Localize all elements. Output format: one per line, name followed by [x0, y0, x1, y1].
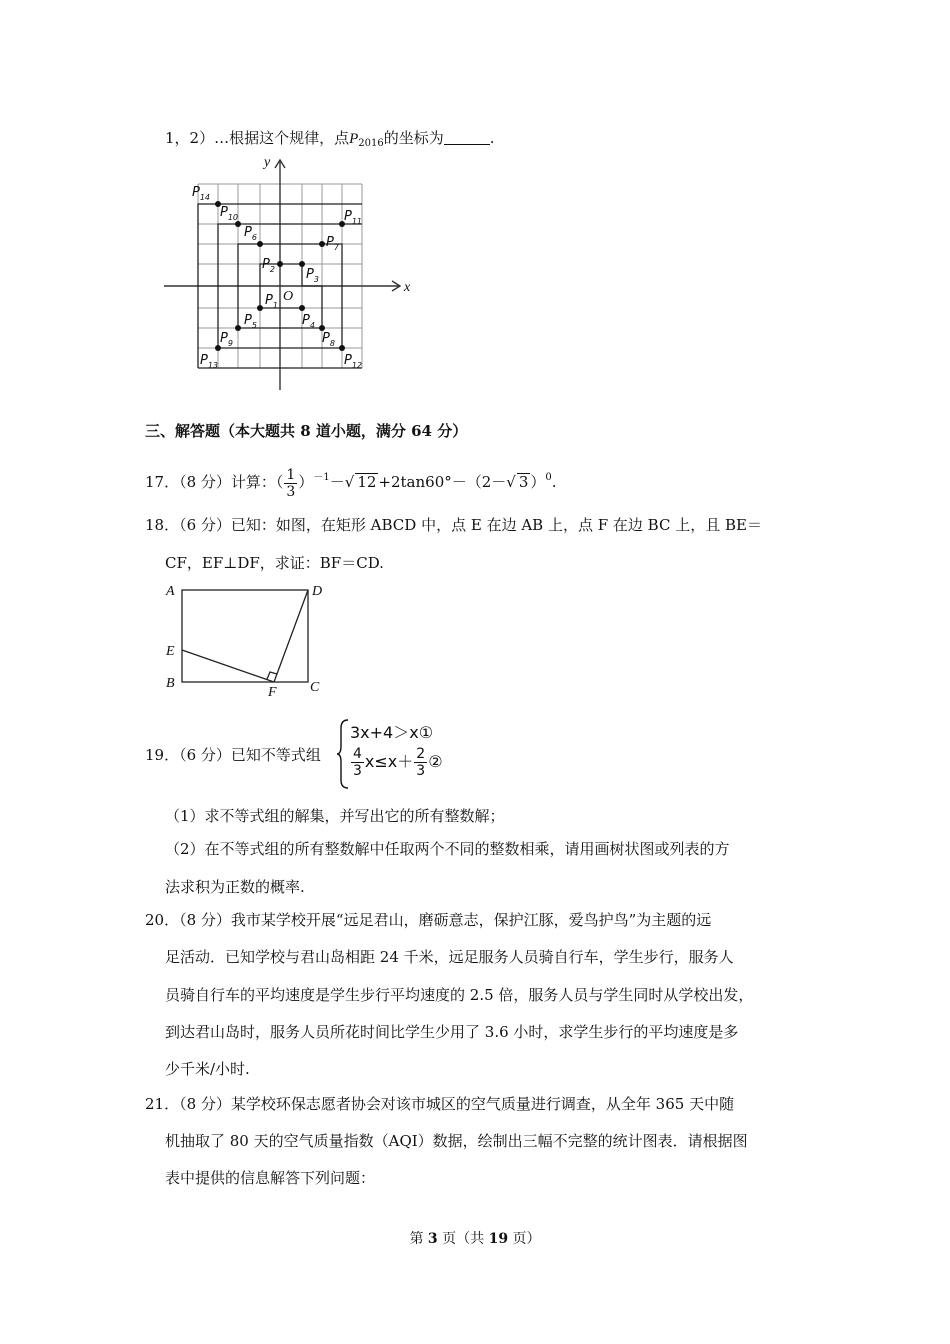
inequality-brace: [336, 718, 350, 790]
inequality-2: $\frac{4}{3}$ x≤x＋ $\frac{2}{3}$ ②: [353, 746, 443, 779]
inequality-1: 3x+4＞x①: [350, 723, 434, 742]
svg-text:P3: $P_3$: [306, 267, 319, 284]
svg-text:P4: $P_4$: [302, 313, 315, 330]
question-21-line2: 机抽取了 80 天的空气质量指数（AQI）数据，绘制出三幅不完整的统计图表．请根据图: [165, 1132, 748, 1150]
question-20-line5: 少千米/小时.: [165, 1060, 250, 1078]
svg-text:P1: $P_1$: [265, 293, 278, 310]
svg-text:P7: $P_7$: [326, 235, 339, 252]
svg-text:E: E: [166, 644, 175, 659]
svg-text:P11: $P_{11}$: [344, 209, 363, 226]
svg-text:B: B: [166, 676, 175, 691]
spiral-point-figure: [160, 152, 420, 397]
x-axis-label: x: [404, 280, 411, 295]
svg-text:P5: $P_5$: [244, 313, 257, 330]
svg-text:P8: $P_8$: [322, 331, 335, 348]
question-18-line1: 18．（6 分）已知：如图，在矩形 ABCD 中，点 E 在边 AB 上，点 F 在边 BC 上，且 BE＝: [145, 516, 762, 534]
page-footer: 第 3 页（共 19 页）: [409, 1231, 541, 1247]
svg-text:P12: $P_{12}$: [344, 353, 363, 370]
question-20-line4: 到达君山岛时，服务人员所花时间比学生少用了 3.6 小时，求学生步行的平均速度是多: [165, 1023, 739, 1041]
question-20-line2: 足活动．已知学校与君山岛相距 24 千米，远足服务人员骑自行车，学生步行，服务人: [165, 948, 734, 966]
svg-text:P14: $P_{14}$: [192, 185, 211, 202]
svg-text:P9: $P_9$: [220, 331, 233, 348]
svg-text:D: D: [312, 584, 323, 599]
rectangle-abcd-figure: [160, 578, 330, 698]
fraction-one-third: $\frac{1}{3}$: [286, 466, 296, 500]
question-17: 17．（8 分）计算：（ $\frac{1}{3}$ ）$^{-1}$－√ 12 +2tan60°－（2－√ 3 ）$^0$.: [145, 466, 557, 500]
question-19-stem: 19．（6 分）已知不等式组: [145, 746, 321, 764]
answer-blank[interactable]: [444, 130, 490, 145]
question-20-line1: 20．（8 分）我市某学校开展“远足君山，磨砺意志，保护江豚，爱鸟护鸟”为主题的远: [145, 911, 712, 929]
total-pages: 19: [488, 1231, 509, 1247]
question-19-part2a: （2）在不等式组的所有整数解中任取两个不同的整数相乘，请用画树状图或列表的方: [165, 840, 730, 858]
svg-text:P6: $P_6$: [244, 225, 257, 242]
section-3-title: 三、解答题（本大题共 8 道小题，满分 64 分）: [145, 422, 468, 440]
svg-text:P10: $P_{10}$: [220, 205, 239, 222]
question-21-line3: 表中提供的信息解答下列问题：: [165, 1169, 376, 1187]
svg-text:P2: $P_2$: [262, 257, 275, 274]
question-19-part2b: 法求积为正数的概率.: [165, 878, 305, 896]
question-18-line2: CF，EF⊥DF，求证：BF＝CD.: [165, 554, 384, 572]
svg-text:P13: $P_{13}$: [200, 353, 219, 370]
svg-text:F: F: [268, 685, 277, 698]
question-21-line1: 21．（8 分）某学校环保志愿者协会对该市城区的空气质量进行调查，从全年 365 天中随: [145, 1095, 735, 1113]
question-19-part1: （1）求不等式组的解集，并写出它的所有整数解；: [165, 807, 505, 825]
question-20-line3: 员骑自行车的平均速度是学生步行平均速度的 2.5 倍，服务人员与学生同时从学校出发，: [165, 986, 754, 1004]
origin-label: O: [283, 289, 294, 304]
y-axis-label: y: [264, 155, 271, 170]
svg-text:C: C: [310, 680, 320, 695]
svg-text:A: A: [166, 584, 175, 599]
q16-tail-line: 1，2）…根据这个规律，点$P_{2016}$的坐标为 .: [165, 129, 495, 149]
page-number: 3: [427, 1231, 438, 1247]
